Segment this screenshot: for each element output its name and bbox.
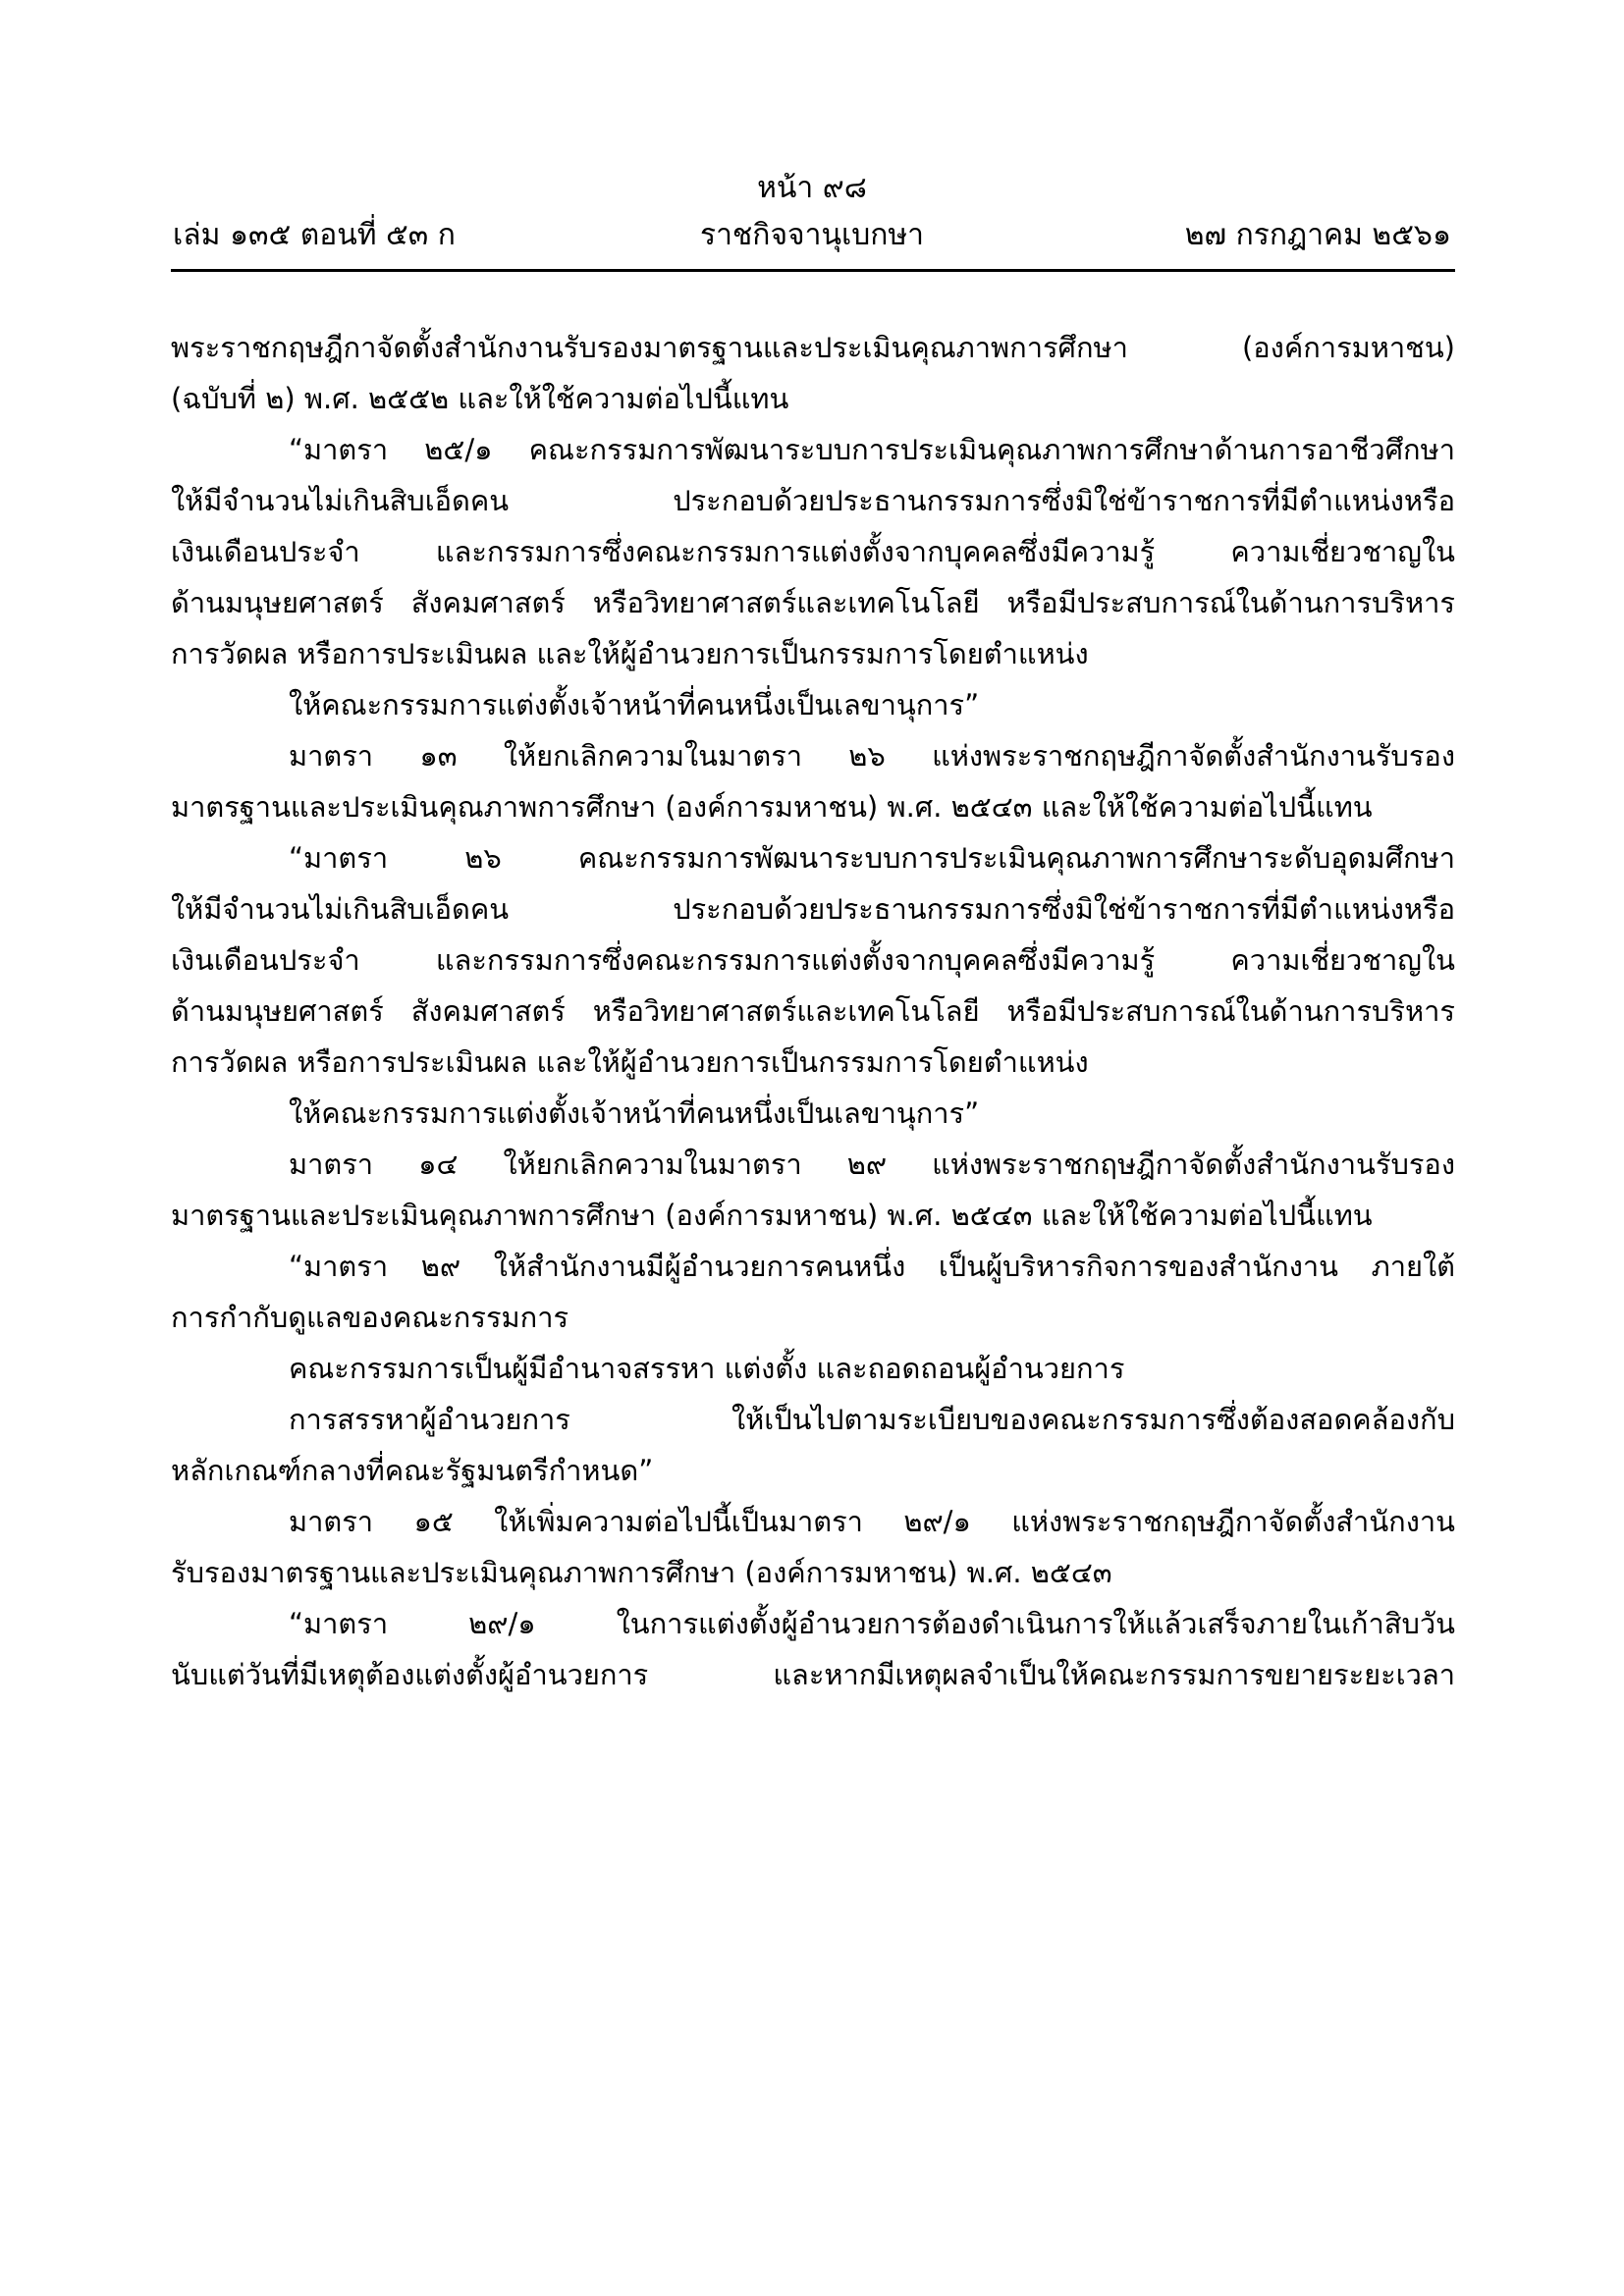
text-line: (ฉบับที่ ๒) พ.ศ. ๒๕๕๒ และให้ใช้ความต่อไปนี้แทน: [171, 382, 789, 415]
text-line: เงินเดือนประจำ และกรรมการซึ่งคณะกรรมการแต่งตั้งจากบุคคลซึ่งมีความรู้ ความเชี่ยวชาญใน: [171, 943, 1455, 977]
text-line: การกำกับดูแลของคณะกรรมการ: [171, 1301, 569, 1334]
text-line: “มาตรา ๒๙ ให้สำนักงานมีผู้อำนวยการคนหนึ่ง เป็นผู้บริหารกิจการของสำนักงาน ภายใต้: [289, 1250, 1455, 1283]
text-line: ให้คณะกรรมการแต่งตั้งเจ้าหน้าที่คนหนึ่งเป็นเลขานุการ”: [289, 688, 980, 721]
text-line: ให้คณะกรรมการแต่งตั้งเจ้าหน้าที่คนหนึ่งเป็นเลขานุการ”: [289, 1096, 980, 1130]
text-line: ด้านมนุษยศาสตร์ สังคมศาสตร์ หรือวิทยาศาสตร์และเทคโนโลยี หรือมีประสบการณ์ในด้านการบริหาร: [171, 994, 1455, 1028]
text-line: “มาตรา ๒๙/๑ ในการแต่งตั้งผู้อำนวยการต้องดำเนินการให้แล้วเสร็จภายในเก้าสิบวัน: [289, 1607, 1455, 1640]
publication-title: ราชกิจจานุเบกษา: [699, 218, 925, 252]
text-line: หลักเกณฑ์กลางที่คณะรัฐมนตรีกำหนด”: [171, 1454, 654, 1487]
page-number: หน้า ๙๘: [757, 171, 867, 205]
text-line: รับรองมาตรฐานและประเมินคุณภาพการศึกษา (องค์การมหาชน) พ.ศ. ๒๕๔๓: [171, 1556, 1112, 1589]
text-line: เงินเดือนประจำ และกรรมการซึ่งคณะกรรมการแต่งตั้งจากบุคคลซึ่งมีความรู้ ความเชี่ยวชาญใน: [171, 535, 1455, 568]
text-line: คณะกรรมการเป็นผู้มีอำนาจสรรหา แต่งตั้ง และถอดถอนผู้อำนวยการ: [289, 1352, 1125, 1385]
text-line: มาตรฐานและประเมินคุณภาพการศึกษา (องค์การมหาชน) พ.ศ. ๒๕๔๓ และให้ใช้ความต่อไปนี้แทน: [171, 790, 1373, 824]
text-line: ให้มีจำนวนไม่เกินสิบเอ็ดคน ประกอบด้วยประธานกรรมการซึ่งมิใช่ข้าราชการที่มีตำแหน่งหรือ: [171, 484, 1455, 517]
volume-issue: เล่ม ๑๓๕ ตอนที่ ๕๓ ก: [173, 218, 456, 252]
text-line: ให้มีจำนวนไม่เกินสิบเอ็ดคน ประกอบด้วยประธานกรรมการซึ่งมิใช่ข้าราชการที่มีตำแหน่งหรือ: [171, 892, 1455, 926]
text-line: พระราชกฤษฎีกาจัดตั้งสำนักงานรับรองมาตรฐานและประเมินคุณภาพการศึกษา (องค์การมหาชน): [171, 331, 1455, 364]
text-line: การสรรหาผู้อำนวยการ ให้เป็นไปตามระเบียบของคณะกรรมการซึ่งต้องสอดคล้องกับ: [289, 1403, 1455, 1436]
text-line: มาตรา ๑๔ ให้ยกเลิกความในมาตรา ๒๙ แห่งพระราชกฤษฎีกาจัดตั้งสำนักงานรับรอง: [289, 1148, 1455, 1181]
document-body: [171, 322, 1455, 1700]
text-line: การวัดผล หรือการประเมินผล และให้ผู้อำนวยการเป็นกรรมการโดยตำแหน่ง: [171, 637, 1089, 670]
publication-date: ๒๗ กรกฎาคม ๒๕๖๑: [1184, 218, 1451, 252]
text-line: ด้านมนุษยศาสตร์ สังคมศาสตร์ หรือวิทยาศาสตร์และเทคโนโลยี หรือมีประสบการณ์ในด้านการบริหาร: [171, 586, 1455, 619]
text-line: การวัดผล หรือการประเมินผล และให้ผู้อำนวยการเป็นกรรมการโดยตำแหน่ง: [171, 1045, 1089, 1079]
text-line: มาตรา ๑๓ ให้ยกเลิกความในมาตรา ๒๖ แห่งพระราชกฤษฎีกาจัดตั้งสำนักงานรับรอง: [289, 739, 1455, 773]
header-rule: [171, 269, 1455, 272]
text-line: “มาตรา ๒๕/๑ คณะกรรมการพัฒนาระบบการประเมินคุณภาพการศึกษาด้านการอาชีวศึกษา: [289, 433, 1455, 466]
text-line: “มาตรา ๒๖ คณะกรรมการพัฒนาระบบการประเมินคุณภาพการศึกษาระดับอุดมศึกษา: [289, 841, 1455, 875]
text-line: นับแต่วันที่มีเหตุต้องแต่งตั้งผู้อำนวยการ และหากมีเหตุผลจำเป็นให้คณะกรรมการขยายระยะเวลา: [171, 1658, 1455, 1691]
text-line: มาตรา ๑๕ ให้เพิ่มความต่อไปนี้เป็นมาตรา ๒๙/๑ แห่งพระราชกฤษฎีกาจัดตั้งสำนักงาน: [289, 1505, 1455, 1538]
text-line: มาตรฐานและประเมินคุณภาพการศึกษา (องค์การมหาชน) พ.ศ. ๒๕๔๓ และให้ใช้ความต่อไปนี้แทน: [171, 1199, 1373, 1232]
